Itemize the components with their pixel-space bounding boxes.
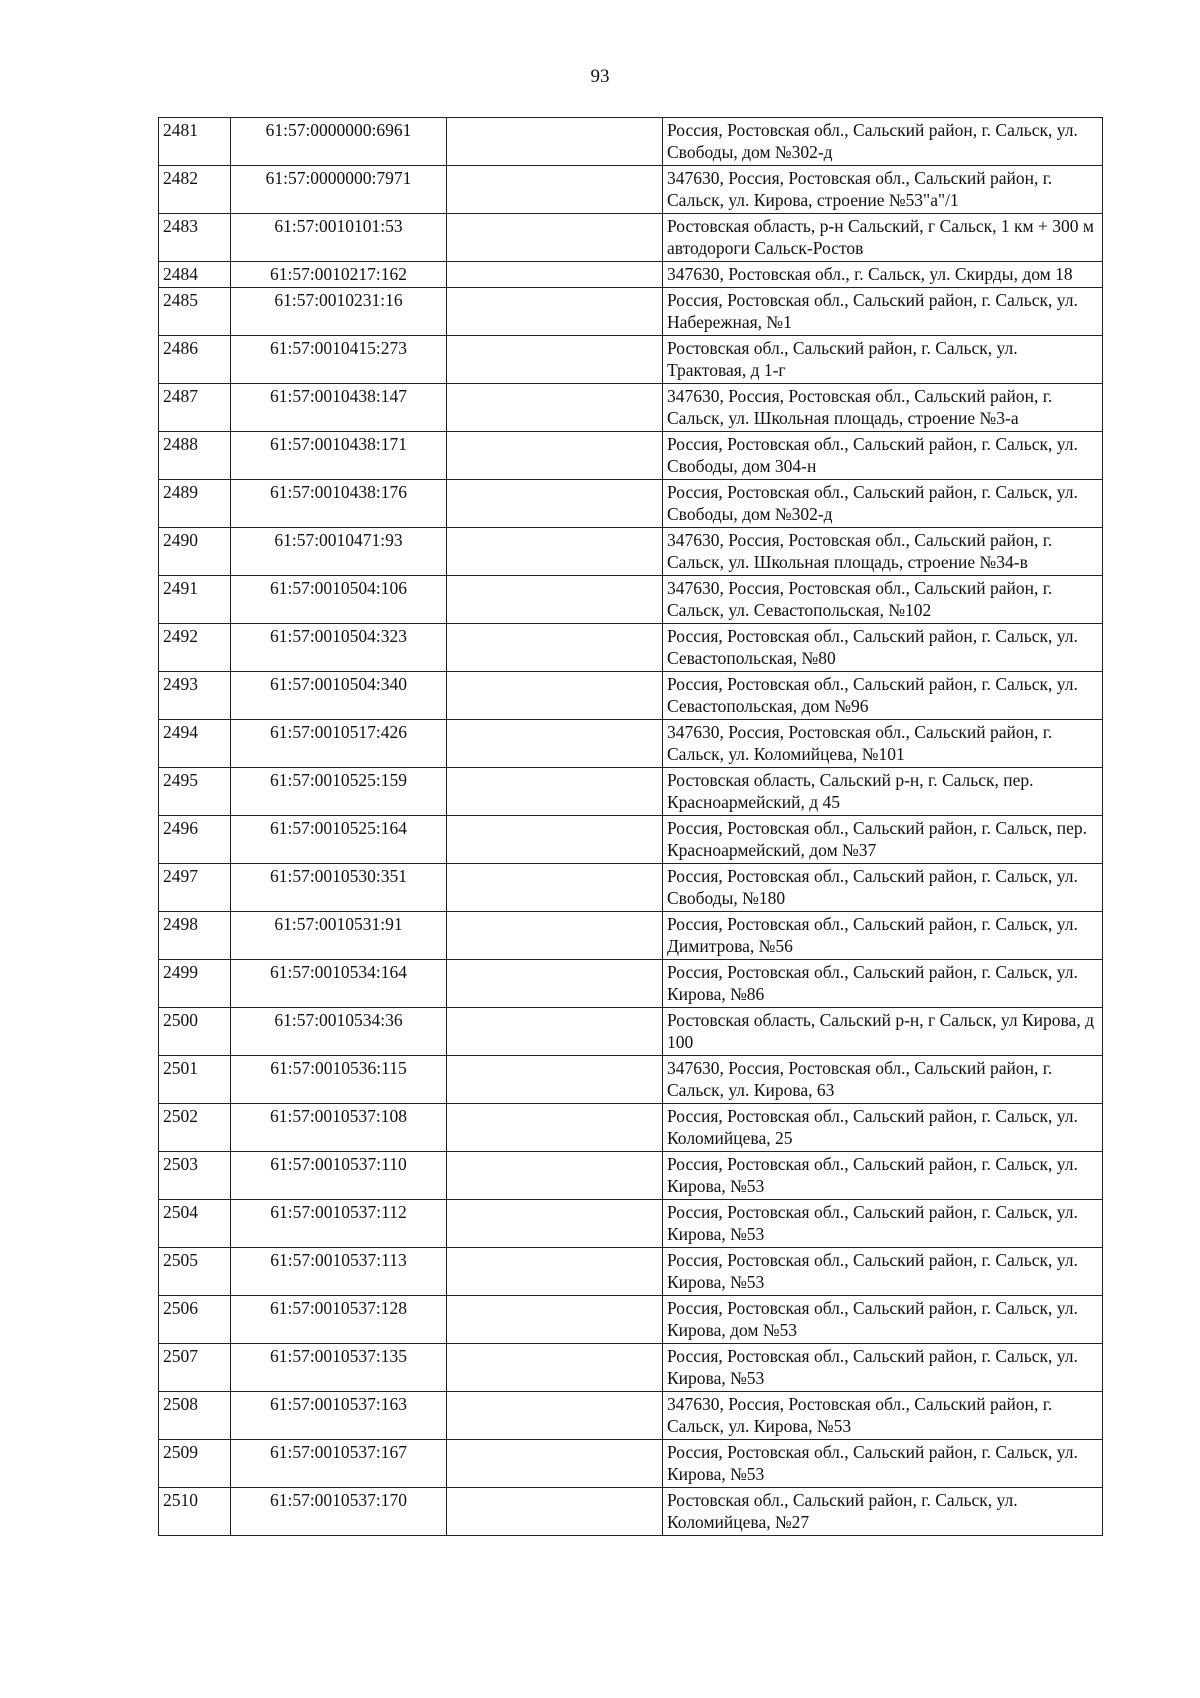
- empty-cell: [447, 1392, 663, 1440]
- empty-cell: [447, 912, 663, 960]
- address-cell: Россия, Ростовская обл., Сальский район, г. Сальск, ул. Кирова, №53: [663, 1440, 1103, 1488]
- empty-cell: [447, 960, 663, 1008]
- address-cell: 347630, Ростовская обл., г. Сальск, ул. Скирды, дом 18: [663, 262, 1103, 288]
- table-row: [159, 288, 1103, 336]
- address-cell: 347630, Россия, Ростовская обл., Сальский район, г. Сальск, ул. Школьная площадь, строение №34-в: [663, 528, 1103, 576]
- address-cell: 347630, Россия, Ростовская обл., Сальский район, г. Сальск, ул. Севастопольская, №102: [663, 576, 1103, 624]
- address-cell: Россия, Ростовская обл., Сальский район, г. Сальск, ул. Севастопольская, дом №96: [663, 672, 1103, 720]
- address-cell: Россия, Ростовская обл., Сальский район, г. Сальск, ул. Кирова, №53: [663, 1200, 1103, 1248]
- address-cell: Ростовская область, Сальский р-н, г Сальск, ул Кирова, д 100: [663, 1008, 1103, 1056]
- row-number-cell: 2489: [159, 480, 231, 528]
- empty-cell: [447, 576, 663, 624]
- cadastral-number-cell: 61:57:0010537:135: [231, 1344, 447, 1392]
- address-cell: Россия, Ростовская обл., Сальский район, г. Сальск, ул. Кирова, №86: [663, 960, 1103, 1008]
- empty-cell: [447, 384, 663, 432]
- row-number-cell: 2495: [159, 768, 231, 816]
- cadastral-number-cell: 61:57:0010537:108: [231, 1104, 447, 1152]
- row-number-cell: 2481: [159, 118, 231, 166]
- table-row: [159, 1344, 1103, 1392]
- row-number-cell: 2488: [159, 432, 231, 480]
- table-row: [159, 262, 1103, 288]
- table-row: [159, 1248, 1103, 1296]
- cadastral-number-cell: 61:57:0010534:36: [231, 1008, 447, 1056]
- address-cell: Россия, Ростовская обл., Сальский район, г. Сальск, ул. Кирова, дом №53: [663, 1296, 1103, 1344]
- row-number-cell: 2497: [159, 864, 231, 912]
- empty-cell: [447, 336, 663, 384]
- empty-cell: [447, 1104, 663, 1152]
- cadastral-number-cell: 61:57:0010438:147: [231, 384, 447, 432]
- cadastral-number-cell: 61:57:0010525:164: [231, 816, 447, 864]
- table-row: [159, 528, 1103, 576]
- address-cell: Россия, Ростовская обл., Сальский район, г. Сальск, ул. Свободы, дом 304-н: [663, 432, 1103, 480]
- cadastral-number-cell: 61:57:0010504:323: [231, 624, 447, 672]
- row-number-cell: 2499: [159, 960, 231, 1008]
- cadastral-number-cell: 61:57:0010531:91: [231, 912, 447, 960]
- row-number-cell: 2505: [159, 1248, 231, 1296]
- table-row: [159, 1488, 1103, 1536]
- cadastral-number-cell: 61:57:0010438:171: [231, 432, 447, 480]
- table-row: [159, 1152, 1103, 1200]
- empty-cell: [447, 1248, 663, 1296]
- empty-cell: [447, 1152, 663, 1200]
- row-number-cell: 2482: [159, 166, 231, 214]
- empty-cell: [447, 768, 663, 816]
- cadastral-number-cell: 61:57:0010530:351: [231, 864, 447, 912]
- address-cell: Россия, Ростовская обл., Сальский район, г. Сальск, ул. Свободы, дом №302-д: [663, 118, 1103, 166]
- table-row: [159, 912, 1103, 960]
- table-row: [159, 1056, 1103, 1104]
- cadastral-number-cell: 61:57:0010537:110: [231, 1152, 447, 1200]
- row-number-cell: 2490: [159, 528, 231, 576]
- row-number-cell: 2485: [159, 288, 231, 336]
- address-cell: Россия, Ростовская обл., Сальский район, г. Сальск, ул. Кирова, №53: [663, 1248, 1103, 1296]
- cadastral-number-cell: 61:57:0010504:340: [231, 672, 447, 720]
- table-row: [159, 214, 1103, 262]
- address-cell: 347630, Россия, Ростовская обл., Сальский район, г. Сальск, ул. Коломийцева, №101: [663, 720, 1103, 768]
- row-number-cell: 2496: [159, 816, 231, 864]
- empty-cell: [447, 672, 663, 720]
- empty-cell: [447, 816, 663, 864]
- empty-cell: [447, 432, 663, 480]
- address-cell: 347630, Россия, Ростовская обл., Сальский район, г. Сальск, ул. Кирова, 63: [663, 1056, 1103, 1104]
- address-cell: Россия, Ростовская обл., Сальский район, г. Сальск, ул. Набережная, №1: [663, 288, 1103, 336]
- empty-cell: [447, 1056, 663, 1104]
- empty-cell: [447, 1344, 663, 1392]
- address-cell: Ростовская обл., Сальский район, г. Сальск, ул. Трактовая, д 1-г: [663, 336, 1103, 384]
- row-number-cell: 2500: [159, 1008, 231, 1056]
- table-row: [159, 624, 1103, 672]
- address-cell: Россия, Ростовская обл., Сальский район, г. Сальск, ул. Кирова, №53: [663, 1152, 1103, 1200]
- registry-table: [158, 117, 1103, 1536]
- empty-cell: [447, 624, 663, 672]
- address-cell: Россия, Ростовская обл., Сальский район, г. Сальск, ул. Кирова, №53: [663, 1344, 1103, 1392]
- empty-cell: [447, 1008, 663, 1056]
- cadastral-number-cell: 61:57:0010504:106: [231, 576, 447, 624]
- row-number-cell: 2487: [159, 384, 231, 432]
- empty-cell: [447, 288, 663, 336]
- table-row: [159, 1296, 1103, 1344]
- cadastral-number-cell: 61:57:0010536:115: [231, 1056, 447, 1104]
- cadastral-number-cell: 61:57:0010537:113: [231, 1248, 447, 1296]
- address-cell: Россия, Ростовская обл., Сальский район, г. Сальск, ул. Свободы, №180: [663, 864, 1103, 912]
- cadastral-number-cell: 61:57:0010471:93: [231, 528, 447, 576]
- address-cell: Россия, Ростовская обл., Сальский район, г. Сальск, пер. Красноармейский, дом №37: [663, 816, 1103, 864]
- row-number-cell: 2486: [159, 336, 231, 384]
- table-row: [159, 576, 1103, 624]
- row-number-cell: 2483: [159, 214, 231, 262]
- table-row: [159, 1200, 1103, 1248]
- row-number-cell: 2509: [159, 1440, 231, 1488]
- cadastral-number-cell: 61:57:0010537:163: [231, 1392, 447, 1440]
- address-cell: 347630, Россия, Ростовская обл., Сальский район, г. Сальск, ул. Кирова, строение №53"а"/1: [663, 166, 1103, 214]
- address-cell: Россия, Ростовская обл., Сальский район, г. Сальск, ул. Севастопольская, №80: [663, 624, 1103, 672]
- table-row: [159, 672, 1103, 720]
- table-row: [159, 768, 1103, 816]
- registry-body: [159, 118, 1103, 1536]
- table-row: [159, 480, 1103, 528]
- table-row: [159, 720, 1103, 768]
- address-cell: 347630, Россия, Ростовская обл., Сальский район, г. Сальск, ул. Кирова, №53: [663, 1392, 1103, 1440]
- row-number-cell: 2494: [159, 720, 231, 768]
- cadastral-number-cell: 61:57:0010101:53: [231, 214, 447, 262]
- empty-cell: [447, 1200, 663, 1248]
- row-number-cell: 2501: [159, 1056, 231, 1104]
- row-number-cell: 2493: [159, 672, 231, 720]
- table-row: [159, 166, 1103, 214]
- empty-cell: [447, 166, 663, 214]
- address-cell: Ростовская область, р-н Сальский, г Сальск, 1 км + 300 м автодороги Сальск-Ростов: [663, 214, 1103, 262]
- table-row: [159, 1104, 1103, 1152]
- table-row: [159, 1392, 1103, 1440]
- cadastral-number-cell: 61:57:0000000:7971: [231, 166, 447, 214]
- table-row: [159, 816, 1103, 864]
- address-cell: Ростовская область, Сальский р-н, г. Сальск, пер. Красноармейский, д 45: [663, 768, 1103, 816]
- table-row: [159, 960, 1103, 1008]
- row-number-cell: 2491: [159, 576, 231, 624]
- row-number-cell: 2506: [159, 1296, 231, 1344]
- empty-cell: [447, 720, 663, 768]
- row-number-cell: 2507: [159, 1344, 231, 1392]
- cadastral-number-cell: 61:57:0010537:167: [231, 1440, 447, 1488]
- cadastral-number-cell: 61:57:0000000:6961: [231, 118, 447, 166]
- cadastral-number-cell: 61:57:0010537:128: [231, 1296, 447, 1344]
- cadastral-number-cell: 61:57:0010517:426: [231, 720, 447, 768]
- empty-cell: [447, 864, 663, 912]
- row-number-cell: 2492: [159, 624, 231, 672]
- empty-cell: [447, 480, 663, 528]
- cadastral-number-cell: 61:57:0010525:159: [231, 768, 447, 816]
- row-number-cell: 2502: [159, 1104, 231, 1152]
- table-row: [159, 1008, 1103, 1056]
- cadastral-number-cell: 61:57:0010217:162: [231, 262, 447, 288]
- table-row: [159, 336, 1103, 384]
- row-number-cell: 2504: [159, 1200, 231, 1248]
- empty-cell: [447, 262, 663, 288]
- cadastral-number-cell: 61:57:0010438:176: [231, 480, 447, 528]
- cadastral-number-cell: 61:57:0010537:112: [231, 1200, 447, 1248]
- address-cell: Россия, Ростовская обл., Сальский район, г. Сальск, ул. Димитрова, №56: [663, 912, 1103, 960]
- empty-cell: [447, 1488, 663, 1536]
- empty-cell: [447, 528, 663, 576]
- row-number-cell: 2484: [159, 262, 231, 288]
- table-row: [159, 384, 1103, 432]
- row-number-cell: 2510: [159, 1488, 231, 1536]
- empty-cell: [447, 1296, 663, 1344]
- address-cell: 347630, Россия, Ростовская обл., Сальский район, г. Сальск, ул. Школьная площадь, строение №3-а: [663, 384, 1103, 432]
- table-row: [159, 432, 1103, 480]
- row-number-cell: 2503: [159, 1152, 231, 1200]
- row-number-cell: 2498: [159, 912, 231, 960]
- table-row: [159, 864, 1103, 912]
- cadastral-number-cell: 61:57:0010534:164: [231, 960, 447, 1008]
- table-row: [159, 118, 1103, 166]
- address-cell: Россия, Ростовская обл., Сальский район, г. Сальск, ул. Свободы, дом №302-д: [663, 480, 1103, 528]
- empty-cell: [447, 214, 663, 262]
- row-number-cell: 2508: [159, 1392, 231, 1440]
- address-cell: Ростовская обл., Сальский район, г. Сальск, ул. Коломийцева, №27: [663, 1488, 1103, 1536]
- cadastral-number-cell: 61:57:0010537:170: [231, 1488, 447, 1536]
- address-cell: Россия, Ростовская обл., Сальский район, г. Сальск, ул. Коломийцева, 25: [663, 1104, 1103, 1152]
- table-row: [159, 1440, 1103, 1488]
- cadastral-number-cell: 61:57:0010415:273: [231, 336, 447, 384]
- page-number: 93: [590, 66, 610, 87]
- empty-cell: [447, 118, 663, 166]
- empty-cell: [447, 1440, 663, 1488]
- cadastral-number-cell: 61:57:0010231:16: [231, 288, 447, 336]
